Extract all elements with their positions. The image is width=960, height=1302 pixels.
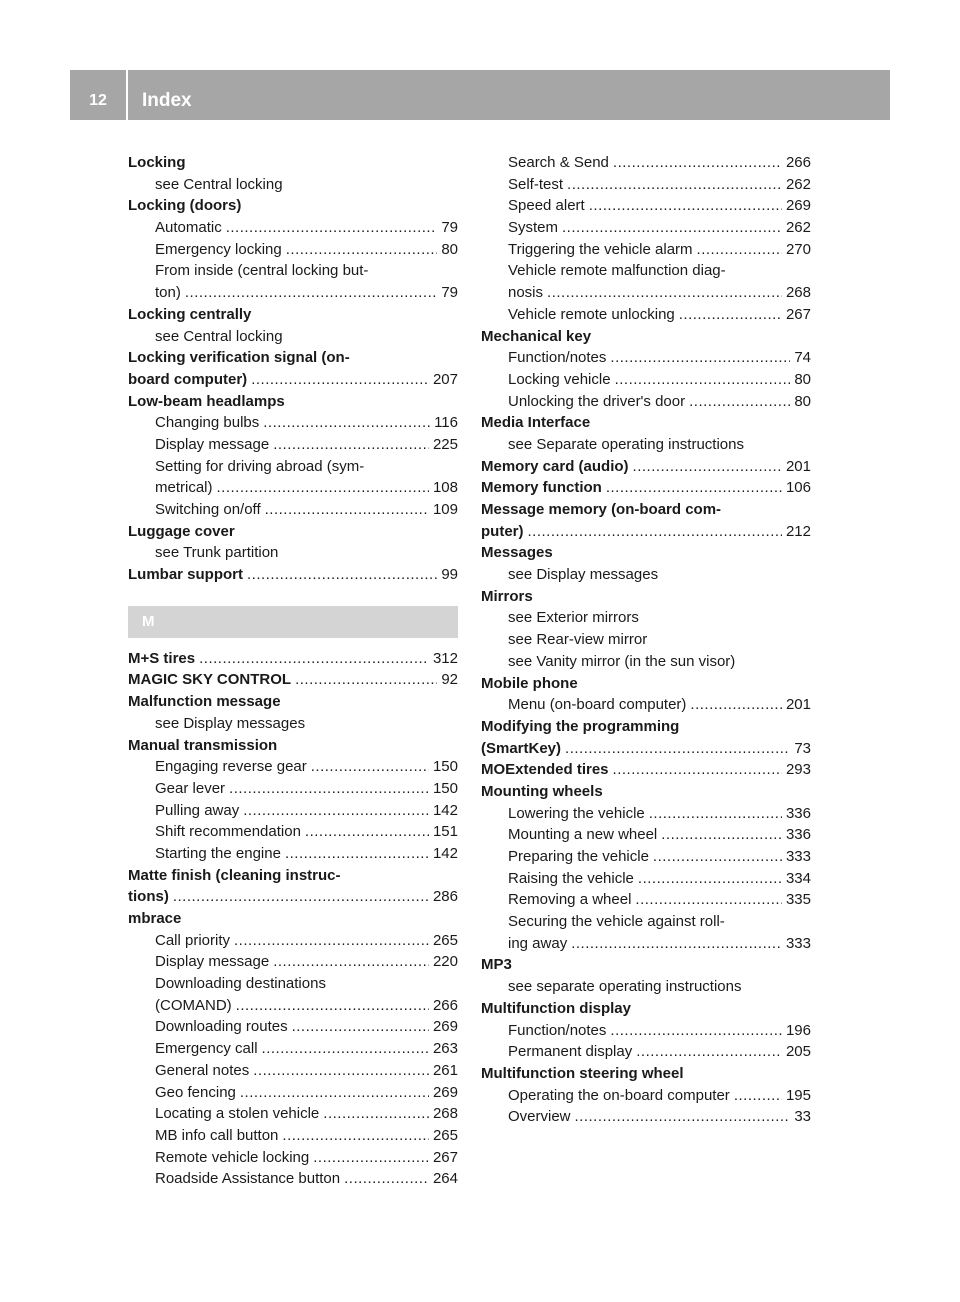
index-entry bbox=[481, 759, 811, 781]
entry-label: Locking vehicle bbox=[508, 370, 611, 388]
index-heading: Manual transmission bbox=[128, 736, 278, 754]
dot-leader bbox=[295, 669, 437, 691]
index-column-right bbox=[481, 152, 811, 1128]
page-reference: 150 bbox=[432, 758, 458, 776]
index-subentry bbox=[481, 195, 811, 217]
index-subentry bbox=[481, 369, 811, 391]
entry-label: Memory function bbox=[481, 479, 602, 497]
index-subentry bbox=[481, 391, 811, 413]
page-reference: 80 bbox=[794, 392, 811, 410]
entry-label: Preparing the vehicle bbox=[508, 848, 649, 865]
index-heading: MP3 bbox=[481, 956, 512, 974]
page-reference: 265 bbox=[432, 1126, 458, 1144]
index-subentry bbox=[481, 347, 811, 369]
entry-label: Engaging reverse gear bbox=[155, 758, 307, 776]
page-reference: 268 bbox=[785, 284, 811, 302]
dot-leader bbox=[173, 886, 429, 908]
entry-label: Self-test bbox=[508, 175, 564, 193]
index-subentry-text: see Central locking bbox=[155, 327, 283, 345]
page-reference: 263 bbox=[432, 1040, 458, 1058]
entry-label: Raising the vehicle bbox=[508, 869, 634, 887]
dot-leader bbox=[689, 391, 790, 413]
page-reference: 286 bbox=[432, 888, 458, 906]
entry-label: Changing bulbs bbox=[155, 414, 260, 432]
entry-label: MAGIC SKY CONTROL bbox=[128, 671, 292, 689]
index-subentry bbox=[481, 217, 811, 239]
dot-leader bbox=[285, 843, 429, 865]
dot-leader bbox=[528, 521, 782, 543]
page-reference: 336 bbox=[785, 826, 811, 844]
page-reference: 333 bbox=[785, 848, 811, 865]
dot-leader bbox=[562, 217, 782, 239]
entry-label: Emergency call bbox=[155, 1040, 258, 1058]
entry-label: Vehicle remote unlocking bbox=[508, 305, 675, 323]
page-reference: 334 bbox=[785, 869, 811, 887]
index-subentry-text: Setting for driving abroad (sym- bbox=[155, 457, 365, 475]
page-reference: 80 bbox=[794, 370, 811, 388]
index-subentry bbox=[481, 1106, 811, 1128]
dot-leader bbox=[292, 1016, 429, 1038]
index-heading: Modifying the programming bbox=[481, 717, 680, 735]
page-reference: 205 bbox=[785, 1043, 811, 1061]
page-reference: 267 bbox=[432, 1148, 458, 1166]
dot-leader bbox=[635, 889, 782, 911]
page-reference: 74 bbox=[794, 349, 811, 367]
index-subentry bbox=[128, 995, 458, 1017]
entry-label: MOExtended tires bbox=[481, 761, 609, 779]
entry-label: Downloading routes bbox=[155, 1018, 288, 1036]
entry-label: Gear lever bbox=[155, 779, 226, 797]
index-subentry bbox=[128, 1103, 458, 1125]
index-subentry bbox=[128, 821, 458, 843]
page-reference: 212 bbox=[785, 522, 811, 540]
index-subentry bbox=[128, 800, 458, 822]
entry-label: Lumbar support bbox=[128, 566, 243, 584]
index-heading: Messages bbox=[481, 544, 553, 562]
page-reference: 220 bbox=[432, 953, 458, 971]
page-reference: 116 bbox=[434, 414, 458, 432]
entry-label: puter) bbox=[481, 522, 524, 540]
index-subentry bbox=[128, 412, 458, 434]
dot-leader bbox=[234, 930, 429, 952]
index-subentry bbox=[481, 174, 811, 196]
index-subentry bbox=[128, 217, 458, 239]
entry-label: Switching on/off bbox=[155, 501, 261, 518]
dot-leader bbox=[273, 434, 429, 456]
dot-leader bbox=[344, 1168, 429, 1190]
page-reference: 79 bbox=[441, 219, 458, 237]
page-reference: 336 bbox=[785, 804, 811, 822]
index-subentry bbox=[128, 930, 458, 952]
index-subentry bbox=[481, 1041, 811, 1063]
dot-leader bbox=[606, 477, 782, 499]
page-reference: 267 bbox=[785, 305, 811, 323]
page-reference: 73 bbox=[794, 739, 811, 757]
entry-label: Triggering the vehicle alarm bbox=[508, 240, 693, 258]
dot-leader bbox=[229, 778, 429, 800]
entry-label: Mounting a new wheel bbox=[508, 826, 658, 844]
page-reference: 196 bbox=[785, 1021, 811, 1039]
dot-leader bbox=[610, 347, 790, 369]
entry-label: Unlocking the driver's door bbox=[508, 392, 686, 410]
index-entry bbox=[128, 669, 458, 691]
index-subentry-text: see Display messages bbox=[155, 714, 306, 732]
index-heading: Mirrors bbox=[481, 587, 533, 605]
dot-leader bbox=[199, 648, 429, 670]
index-subentry bbox=[128, 1082, 458, 1104]
index-subentry bbox=[128, 1125, 458, 1147]
index-entry bbox=[481, 456, 811, 478]
entry-label: Function/notes bbox=[508, 1021, 607, 1039]
entry-label: Starting the engine bbox=[155, 844, 281, 862]
index-subentry bbox=[481, 824, 811, 846]
index-subentry bbox=[481, 304, 811, 326]
dot-leader bbox=[690, 694, 782, 716]
index-subentry bbox=[481, 1020, 811, 1042]
index-subentry bbox=[128, 282, 458, 304]
index-heading: Locking verification signal (on- bbox=[128, 349, 350, 367]
page-reference: 335 bbox=[785, 891, 811, 909]
entry-label: Menu (on-board computer) bbox=[508, 696, 687, 714]
dot-leader bbox=[571, 933, 782, 955]
index-subentry bbox=[481, 1085, 811, 1107]
entry-label: Locating a stolen vehicle bbox=[155, 1105, 320, 1123]
page-reference: 79 bbox=[441, 284, 458, 302]
dot-leader bbox=[236, 995, 429, 1017]
entry-label: Operating the on-board computer bbox=[508, 1086, 730, 1104]
dot-leader bbox=[638, 868, 782, 890]
index-subentry bbox=[481, 933, 811, 955]
index-entry bbox=[481, 477, 811, 499]
page-reference: 265 bbox=[432, 931, 458, 949]
index-subentry bbox=[128, 778, 458, 800]
dot-leader bbox=[286, 239, 438, 261]
entry-label: ton) bbox=[155, 284, 181, 302]
dot-leader bbox=[243, 800, 429, 822]
index-heading: Luggage cover bbox=[128, 522, 235, 540]
dot-leader bbox=[247, 564, 437, 586]
dot-leader bbox=[323, 1103, 429, 1125]
index-subentry-text: see Rear-view mirror bbox=[508, 631, 648, 649]
dot-leader bbox=[649, 803, 782, 825]
index-subentry bbox=[128, 239, 458, 261]
dot-leader bbox=[265, 499, 429, 521]
index-heading: Locking centrally bbox=[128, 305, 252, 323]
index-subentry-text: Securing the vehicle against roll- bbox=[508, 913, 725, 931]
index-heading: Mobile phone bbox=[481, 674, 578, 692]
entry-label: (COMAND) bbox=[155, 996, 232, 1014]
index-heading: Multifunction steering wheel bbox=[481, 1064, 684, 1082]
index-heading: Locking (doors) bbox=[128, 197, 242, 215]
index-subentry bbox=[128, 1016, 458, 1038]
index-subentry bbox=[481, 282, 811, 304]
index-subentry bbox=[481, 868, 811, 890]
entry-label: board computer) bbox=[128, 370, 248, 388]
entry-label: Function/notes bbox=[508, 349, 607, 367]
index-subentry bbox=[128, 477, 458, 499]
index-subentry-text: see Trunk partition bbox=[155, 544, 279, 562]
index-heading: Low-beam headlamps bbox=[128, 392, 285, 410]
index-entry bbox=[128, 564, 458, 586]
page-reference: 92 bbox=[441, 671, 458, 689]
dot-leader bbox=[615, 369, 791, 391]
page-reference: 270 bbox=[785, 240, 811, 258]
index-heading: Message memory (on-board com- bbox=[481, 501, 722, 518]
page-reference: 262 bbox=[785, 175, 811, 193]
index-subentry bbox=[481, 694, 811, 716]
page-reference: 109 bbox=[432, 501, 458, 518]
index-subentry bbox=[128, 951, 458, 973]
index-subentry-text: see Central locking bbox=[155, 175, 283, 193]
dot-leader bbox=[305, 821, 429, 843]
page-reference: 142 bbox=[432, 844, 458, 862]
section-letter: M bbox=[128, 606, 458, 638]
index-subentry bbox=[128, 499, 458, 521]
index-entry bbox=[128, 648, 458, 670]
page-reference: 261 bbox=[432, 1061, 458, 1079]
index-subentry bbox=[481, 889, 811, 911]
index-heading: Mounting wheels bbox=[481, 782, 603, 800]
dot-leader bbox=[653, 846, 782, 868]
entry-label: Automatic bbox=[155, 219, 222, 237]
index-subentry-text: From inside (central locking but- bbox=[155, 262, 369, 280]
index-subentry-text: see Display messages bbox=[508, 566, 659, 584]
dot-leader bbox=[567, 174, 782, 196]
dot-leader bbox=[613, 759, 782, 781]
page-reference: 269 bbox=[785, 197, 811, 215]
index-entry bbox=[128, 369, 458, 391]
page-reference: 312 bbox=[432, 649, 458, 667]
entry-label: Removing a wheel bbox=[508, 891, 632, 909]
index-subentry bbox=[128, 756, 458, 778]
entry-label: metrical) bbox=[155, 479, 213, 497]
dot-leader bbox=[661, 824, 782, 846]
index-subentry bbox=[481, 239, 811, 261]
index-subentry bbox=[128, 434, 458, 456]
index-heading: Mechanical key bbox=[481, 327, 592, 345]
index-heading: mbrace bbox=[128, 910, 182, 927]
page-reference: 108 bbox=[432, 479, 458, 497]
dot-leader bbox=[636, 1041, 782, 1063]
page-reference: 225 bbox=[432, 435, 458, 453]
index-subentry-text: Vehicle remote malfunction diag- bbox=[508, 262, 726, 280]
entry-label: Display message bbox=[155, 435, 270, 453]
page-title: Index bbox=[142, 90, 192, 111]
index-subentry bbox=[128, 1038, 458, 1060]
page-reference: 99 bbox=[441, 566, 458, 584]
dot-leader bbox=[226, 217, 438, 239]
entry-label: (SmartKey) bbox=[481, 739, 562, 757]
entry-label: Lowering the vehicle bbox=[508, 804, 645, 822]
dot-leader bbox=[185, 282, 437, 304]
index-entry bbox=[128, 886, 458, 908]
page-reference: 150 bbox=[432, 779, 458, 797]
entry-label: MB info call button bbox=[155, 1126, 279, 1144]
entry-label: Remote vehicle locking bbox=[155, 1148, 310, 1166]
dot-leader bbox=[697, 239, 782, 261]
dot-leader bbox=[547, 282, 782, 304]
index-subentry-text: Downloading destinations bbox=[155, 975, 326, 993]
page-reference: 269 bbox=[432, 1083, 458, 1101]
entry-label: General notes bbox=[155, 1061, 250, 1079]
index-entry bbox=[481, 521, 811, 543]
page-reference: 80 bbox=[441, 240, 458, 258]
entry-label: ing away bbox=[508, 934, 568, 952]
dot-leader bbox=[575, 1106, 791, 1128]
dot-leader bbox=[217, 477, 429, 499]
entry-label: Geo fencing bbox=[155, 1083, 236, 1101]
index-subentry bbox=[481, 846, 811, 868]
page-reference: 266 bbox=[785, 154, 811, 171]
dot-leader bbox=[263, 412, 430, 434]
page-reference: 142 bbox=[432, 801, 458, 819]
entry-label: Speed alert bbox=[508, 197, 585, 215]
entry-label: tions) bbox=[128, 888, 169, 906]
dot-leader bbox=[613, 152, 782, 174]
page-reference: 333 bbox=[785, 934, 811, 952]
dot-leader bbox=[273, 951, 429, 973]
index-subentry bbox=[128, 1060, 458, 1082]
index-subentry bbox=[481, 152, 811, 174]
entry-label: Shift recommendation bbox=[155, 823, 301, 841]
dot-leader bbox=[589, 195, 782, 217]
dot-leader bbox=[565, 738, 790, 760]
entry-label: Emergency locking bbox=[155, 240, 282, 258]
index-heading: Malfunction message bbox=[128, 693, 281, 711]
page-reference: 207 bbox=[432, 370, 458, 388]
index-heading: Media Interface bbox=[481, 414, 591, 432]
dot-leader bbox=[734, 1085, 782, 1107]
dot-leader bbox=[610, 1020, 782, 1042]
dot-leader bbox=[240, 1082, 429, 1104]
page-reference: 262 bbox=[785, 219, 811, 237]
dot-leader bbox=[313, 1147, 429, 1169]
dot-leader bbox=[633, 456, 782, 478]
page-reference: 293 bbox=[785, 761, 811, 779]
page-reference: 268 bbox=[432, 1105, 458, 1123]
entry-label: Overview bbox=[508, 1108, 571, 1126]
dot-leader bbox=[282, 1125, 429, 1147]
header-divider bbox=[126, 70, 128, 120]
page-reference: 269 bbox=[432, 1018, 458, 1036]
dot-leader bbox=[262, 1038, 429, 1060]
index-subentry bbox=[481, 803, 811, 825]
entry-label: Display message bbox=[155, 953, 270, 971]
index-subentry bbox=[128, 1147, 458, 1169]
index-subentry-text: see Separate operating instructions bbox=[508, 435, 744, 453]
dot-leader bbox=[253, 1060, 429, 1082]
index-heading: Matte finish (cleaning instruc- bbox=[128, 866, 341, 884]
index-subentry-text: see Vanity mirror (in the sun visor) bbox=[508, 652, 736, 670]
page-reference: 195 bbox=[785, 1086, 811, 1104]
index-entry bbox=[481, 738, 811, 760]
index-subentry bbox=[128, 843, 458, 865]
entry-label: Call priority bbox=[155, 931, 231, 949]
entry-label: Pulling away bbox=[155, 801, 240, 819]
entry-label: System bbox=[508, 219, 559, 237]
entry-label: Roadside Assistance button bbox=[155, 1170, 341, 1188]
entry-label: Search & Send bbox=[508, 154, 609, 171]
index-subentry-text: see Exterior mirrors bbox=[508, 609, 639, 627]
entry-label: M+S tires bbox=[128, 649, 196, 667]
index-heading: Locking bbox=[128, 154, 186, 171]
page-reference: 151 bbox=[432, 823, 458, 841]
page-number: 12 bbox=[89, 92, 107, 109]
page-reference: 266 bbox=[432, 996, 458, 1014]
index-heading: Multifunction display bbox=[481, 999, 631, 1017]
index-column-left bbox=[128, 152, 458, 1190]
index-subentry-text: see separate operating instructions bbox=[508, 978, 742, 996]
entry-label: Memory card (audio) bbox=[481, 457, 629, 475]
page-reference: 106 bbox=[785, 479, 811, 497]
dot-leader bbox=[311, 756, 429, 778]
entry-label: nosis bbox=[508, 284, 544, 302]
page-header bbox=[70, 70, 890, 120]
index-subentry bbox=[128, 1168, 458, 1190]
dot-leader bbox=[679, 304, 782, 326]
page-reference: 264 bbox=[432, 1170, 458, 1188]
page-reference: 201 bbox=[785, 696, 811, 714]
entry-label: Permanent display bbox=[508, 1043, 633, 1061]
page-reference: 33 bbox=[794, 1108, 811, 1126]
dot-leader bbox=[251, 369, 429, 391]
page-reference: 201 bbox=[785, 457, 811, 475]
